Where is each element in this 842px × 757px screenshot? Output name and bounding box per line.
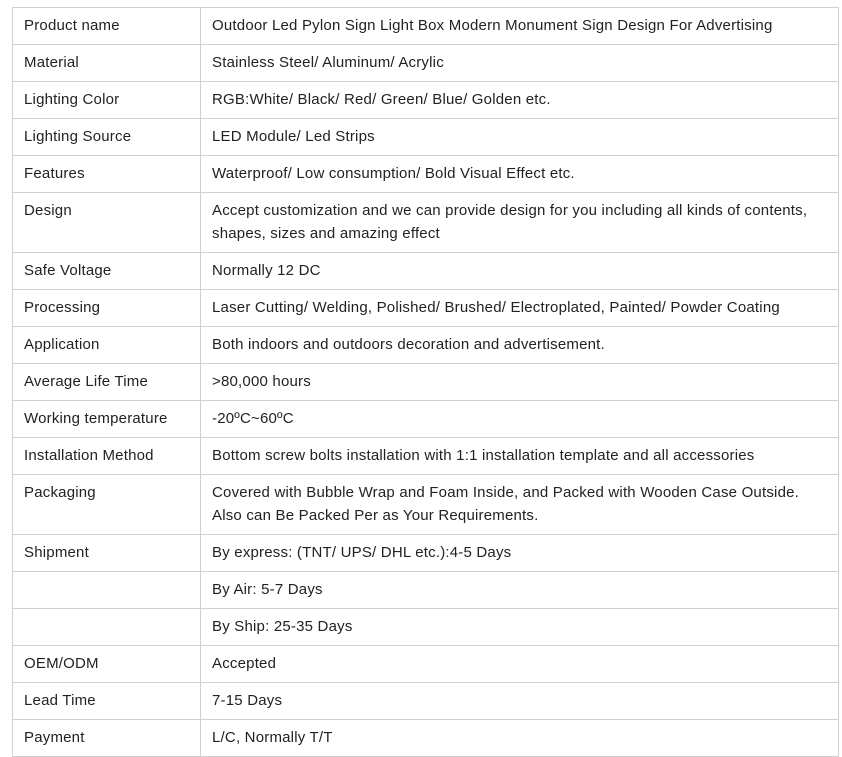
table-row [13, 438, 839, 475]
spec-label: Material [13, 45, 201, 82]
spec-value: 7-15 Days [201, 683, 839, 720]
spec-value: L/C, Normally T/T [201, 720, 839, 757]
spec-value: By express: (TNT/ UPS/ DHL etc.):4-5 Days [201, 535, 839, 572]
spec-label: OEM/ODM [13, 646, 201, 683]
spec-label: Packaging [13, 475, 201, 535]
spec-label [13, 572, 201, 609]
table-row [13, 119, 839, 156]
spec-value: Laser Cutting/ Welding, Polished/ Brushed/ Electroplated, Painted/ Powder Coating [201, 290, 839, 327]
spec-value: >80,000 hours [201, 364, 839, 401]
spec-value: Outdoor Led Pylon Sign Light Box Modern Monument Sign Design For Advertising [201, 8, 839, 45]
spec-label: Working temperature [13, 401, 201, 438]
spec-value: By Air: 5-7 Days [201, 572, 839, 609]
table-row [13, 45, 839, 82]
spec-label: Shipment [13, 535, 201, 572]
spec-value: Bottom screw bolts installation with 1:1 installation template and all accessories [201, 438, 839, 475]
table-row [13, 683, 839, 720]
table-row [13, 8, 839, 45]
spec-table-body [13, 8, 839, 757]
spec-value: LED Module/ Led Strips [201, 119, 839, 156]
spec-label: Lighting Source [13, 119, 201, 156]
spec-value: Normally 12 DC [201, 253, 839, 290]
spec-label: Lead Time [13, 683, 201, 720]
spec-value: Both indoors and outdoors decoration and advertisement. [201, 327, 839, 364]
spec-value: Stainless Steel/ Aluminum/ Acrylic [201, 45, 839, 82]
table-row [13, 401, 839, 438]
spec-label: Processing [13, 290, 201, 327]
table-row [13, 572, 839, 609]
spec-label: Installation Method [13, 438, 201, 475]
spec-value: Waterproof/ Low consumption/ Bold Visual Effect etc. [201, 156, 839, 193]
spec-label: Safe Voltage [13, 253, 201, 290]
spec-label: Average Life Time [13, 364, 201, 401]
spec-label: Application [13, 327, 201, 364]
spec-label: Design [13, 193, 201, 253]
spec-value: Covered with Bubble Wrap and Foam Inside, and Packed with Wooden Case Outside. Also can Be Packed Per as Your Requirements. [201, 475, 839, 535]
table-row [13, 609, 839, 646]
spec-label: Payment [13, 720, 201, 757]
spec-label: Product name [13, 8, 201, 45]
table-row [13, 535, 839, 572]
table-row [13, 193, 839, 253]
spec-value: -20ºC~60ºC [201, 401, 839, 438]
table-row [13, 82, 839, 119]
table-row [13, 156, 839, 193]
spec-value: By Ship: 25-35 Days [201, 609, 839, 646]
table-row [13, 327, 839, 364]
spec-label: Features [13, 156, 201, 193]
table-row [13, 475, 839, 535]
table-row [13, 720, 839, 757]
spec-label: Lighting Color [13, 82, 201, 119]
table-row [13, 253, 839, 290]
spec-label [13, 609, 201, 646]
spec-value: Accept customization and we can provide design for you including all kinds of contents, shapes, sizes and amazing effect [201, 193, 839, 253]
spec-value: Accepted [201, 646, 839, 683]
spec-value: RGB:White/ Black/ Red/ Green/ Blue/ Golden etc. [201, 82, 839, 119]
table-row [13, 290, 839, 327]
table-row [13, 364, 839, 401]
product-spec-table [12, 7, 839, 757]
table-row [13, 646, 839, 683]
